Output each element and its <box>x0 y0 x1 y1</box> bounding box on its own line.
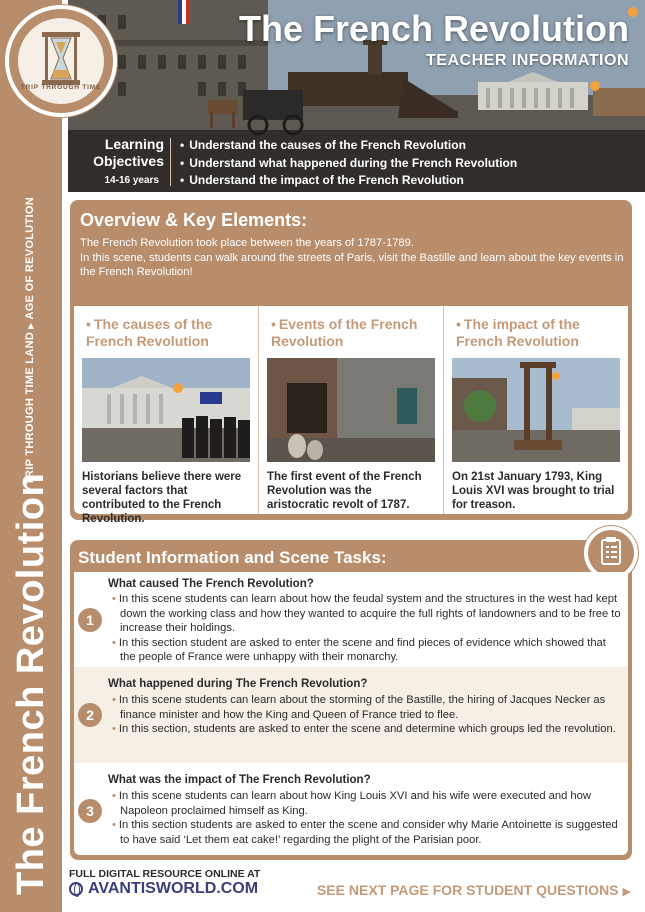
overview-text <box>80 236 625 280</box>
task-1 <box>74 572 628 667</box>
key-element-title: • The impact of the French Revolution <box>456 316 580 349</box>
task-question: What caused The French Revolution? <box>108 578 314 590</box>
spine-title: The French Revolution <box>10 472 52 895</box>
objectives-heading <box>84 136 164 170</box>
key-element-causes <box>74 306 258 525</box>
key-element-caption: The first event of the French Revolution was the aristocratic revolt of 1787. <box>267 471 422 511</box>
task-3 <box>74 763 628 855</box>
next-page-text: SEE NEXT PAGE FOR STUDENT QUESTIONS <box>316 882 619 898</box>
key-element-title-text: The impact of the French Revolution <box>456 316 580 349</box>
objective-item: • Understand the impact of the French Revolution <box>180 172 517 190</box>
spine-land-label: TRIP THROUGH TIME LAND <box>24 331 36 485</box>
events-scene-image <box>267 358 435 462</box>
task-number-badge: 1 <box>78 608 102 632</box>
key-elements-grid <box>74 306 628 525</box>
task-bullets <box>112 693 622 737</box>
task-bullet: • In this scene students can learn about the storming of the Bastille, the hiring of Jacques Necker as finance minister and how the King and Queen of France tried to flee. <box>112 693 622 722</box>
objectives-divider <box>170 138 171 186</box>
task-2 <box>74 667 628 763</box>
globe-icon <box>69 882 83 896</box>
side-spine <box>0 0 62 912</box>
page-subtitle: TEACHER INFORMATION <box>426 52 629 69</box>
overview-paragraph-1: The French Revolution took place between the years of 1787-1789. <box>80 237 414 249</box>
trip-through-time-logo <box>5 5 117 117</box>
impact-scene-image <box>452 358 620 462</box>
objectives-list <box>180 137 517 190</box>
task-bullet: • In this section students are asked to enter the scene and consider why Marie Antoinette is suggested to have said ‘Let them eat cake!’ regarding the plight of the Parisian poor. <box>112 818 622 847</box>
key-element-caption: On 21st January 1793, King Louis XVI was brought to trial for treason. <box>452 471 615 511</box>
task-question: What happened during The French Revolution? <box>108 678 368 690</box>
key-element-title-text: Events of the French Revolution <box>271 316 418 349</box>
key-element-title-text: The causes of the French Revolution <box>86 316 213 349</box>
page-title: The French Revolution <box>238 8 629 49</box>
logo-badge <box>18 18 104 104</box>
learning-objectives-bar <box>68 130 645 192</box>
task-bullets <box>112 592 622 665</box>
task-question: What was the impact of The French Revolution? <box>108 774 371 786</box>
key-element-impact <box>443 306 628 514</box>
task-bullet: • In this section student are asked to enter the scene and find pieces of evidence which showed that the people of France were unhappy with their monarchy. <box>112 636 622 665</box>
arrow-right-icon: ▶ <box>622 886 631 898</box>
objective-item: • Understand what happened during the French Revolution <box>180 155 517 173</box>
overview-panel <box>70 200 632 525</box>
logo-text: TRIP THROUGH TIME <box>20 84 102 91</box>
objectives-heading-line-1: Learning <box>104 136 164 152</box>
resource-note: FULL DIGITAL RESOURCE ONLINE AT <box>69 868 261 880</box>
student-info-title: Student Information and Scene Tasks: <box>78 548 387 567</box>
hourglass-icon <box>18 18 104 104</box>
key-element-caption: Historians believe there were several factors that contributed to the French Revolution. <box>82 471 242 525</box>
website-link-text: AVANTISWORLD.COM <box>88 880 259 897</box>
spine-subtitle <box>24 197 36 485</box>
task-number-badge: 3 <box>78 799 102 823</box>
key-element-title: • The causes of the French Revolution <box>86 316 213 349</box>
task-number-badge: 2 <box>78 703 102 727</box>
age-range: 14-16 years <box>104 175 159 186</box>
task-bullet: • In this scene students can learn about how the feudal system and the structures in the west had kept down the working class and how they wanted to acquire the full rights of landowners and to be free to increase their holdings. <box>112 592 622 636</box>
hero-banner <box>68 0 645 192</box>
spine-age-label: AGE OF REVOLUTION <box>24 197 36 320</box>
objective-item: • Understand the causes of the French Revolution <box>180 137 517 155</box>
next-page-link[interactable] <box>317 882 631 898</box>
key-element-events <box>258 306 443 514</box>
task-bullet: • In this scene students can learn about how King Louis XVI and his wife were executed and how Napoleon proclaimed himself as King. <box>112 789 622 818</box>
task-bullets <box>112 789 622 847</box>
student-info-panel <box>70 540 632 860</box>
overview-title: Overview & Key Elements: <box>80 210 308 230</box>
overview-paragraph-2: In this scene, students can walk around the streets of Paris, visit the Bastille and learn about the key events in the French Revolution! <box>80 251 624 278</box>
spine-arrow-icon: ▶ <box>26 322 35 329</box>
website-link[interactable] <box>69 880 258 898</box>
key-element-title: • Events of the French Revolution <box>271 316 418 349</box>
objectives-heading-line-2: Objectives <box>93 153 164 169</box>
task-bullet: • In this section, students are asked to enter the scene and determine which groups led the revolution. <box>112 722 622 737</box>
causes-scene-image <box>82 358 250 462</box>
